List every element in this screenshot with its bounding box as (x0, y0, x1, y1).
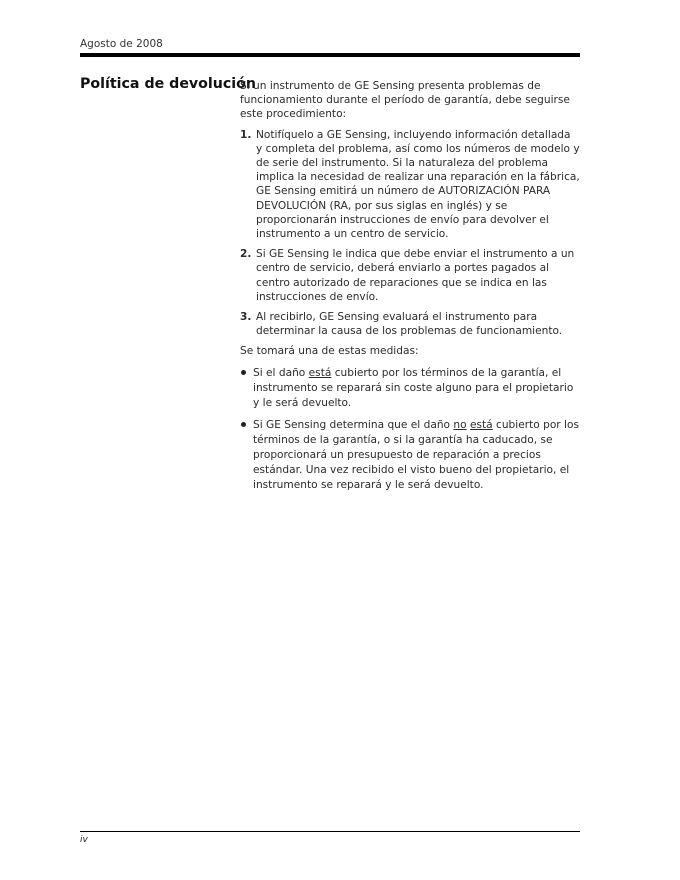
step-item (240, 247, 580, 304)
list-item (240, 418, 580, 493)
step-number: 3. (240, 311, 252, 324)
step-number: 2. (240, 248, 252, 261)
underlined-text: está (469, 418, 493, 431)
underlined-text: no (453, 418, 467, 431)
list-item (240, 366, 580, 411)
step-text: Notifíquelo a GE Sensing, incluyendo información detallada y completa del problema, así como los números de modelo y de serie del instrumento. Si la naturaleza del problema implica la necesidad de realizar una reparación en la fábrica, GE Sensing emitirá un número de AUTORIZACIÓN PARA DEVOLUCIÓN (RA, por sus siglas en inglés) y se proporcionarán instrucciones de envío para devolver el instrumento a un centro de servicio. (256, 128, 580, 241)
body-column (240, 79, 580, 500)
step-item (240, 128, 580, 242)
header-rule (80, 53, 580, 57)
header-date: Agosto de 2008 (80, 38, 163, 50)
page-number: iv (80, 835, 88, 845)
bullet-text: cubierto por los términos de la garantía, o si la garantía ha caducado, se proporcionará un presupuesto de reparación a precios estándar. Una vez recibido el visto bueno del propietario, el instrumento se reparará y le será devuelto. (253, 418, 579, 491)
step-text: Si GE Sensing le indica que debe enviar el instrumento a un centro de servicio, deberá enviarlo a portes pagados al centro autorizado de reparaciones que se indica en las instrucciones de envío. (256, 248, 575, 303)
underlined-text: está (308, 366, 332, 379)
step-number: 1. (240, 128, 252, 141)
measures-list (240, 366, 580, 493)
bullet-text: cubierto por los términos de la garantía, el instrumento se reparará sin coste alguno para el propietario y le será devuelto. (253, 366, 574, 409)
bullet-icon (241, 422, 246, 427)
step-text: Al recibirlo, GE Sensing evaluará el instrumento para determinar la causa de los problemas de funcionamiento. (256, 311, 563, 338)
bullet-icon (241, 370, 246, 375)
bullet-text: Si el daño (253, 366, 309, 379)
bullet-text: Si GE Sensing determina que el daño (253, 418, 454, 431)
procedure-steps (240, 128, 580, 339)
footer-rule (80, 831, 580, 832)
step-item (240, 310, 580, 338)
section-title: Política de devolución (80, 76, 257, 92)
measures-intro: Se tomará una de estas medidas: (240, 345, 419, 358)
intro-paragraph: Si un instrumento de GE Sensing presenta problemas de funcionamiento durante el período de garantía, debe seguirse este procedimiento: (240, 80, 570, 121)
